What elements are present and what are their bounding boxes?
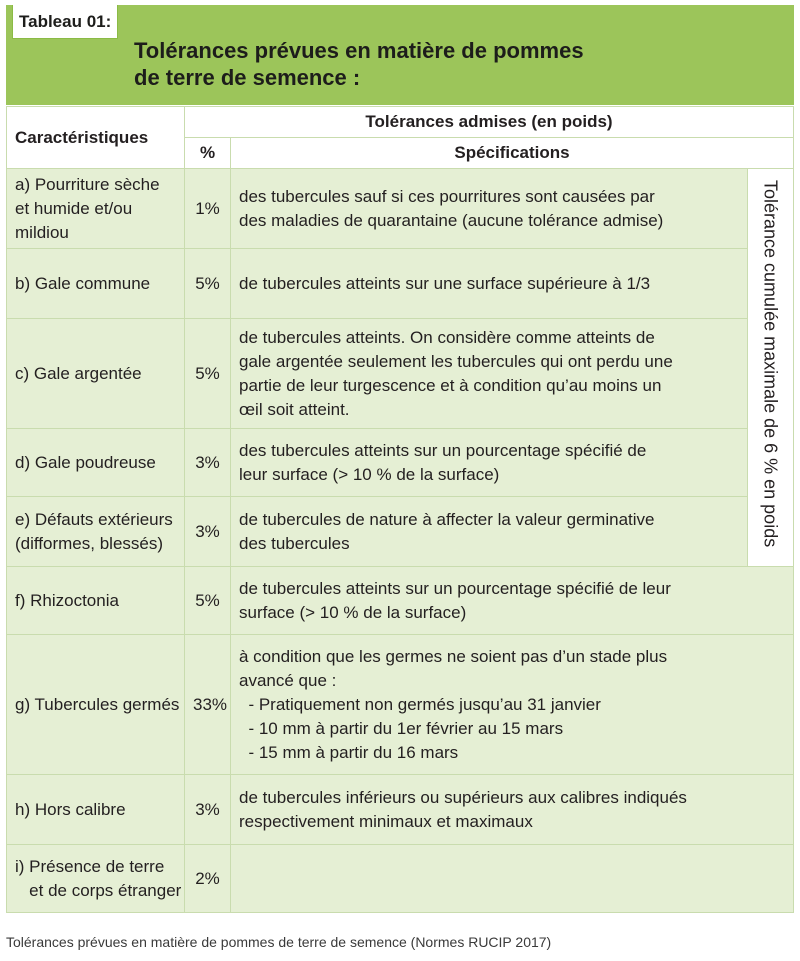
table-row	[7, 497, 794, 567]
characteristic-line: d) Gale poudreuse	[15, 452, 156, 472]
characteristic-line: et humide et/ou	[15, 198, 133, 218]
specification-cell	[231, 169, 748, 249]
characteristic-line: et de corps étranger	[15, 880, 182, 900]
cumulative-tolerance-note-cell	[747, 169, 793, 567]
characteristic-cell	[7, 635, 185, 775]
characteristic-cell	[7, 429, 185, 497]
specification-line: œil soit atteint.	[239, 399, 350, 419]
characteristic-cell	[7, 169, 185, 249]
cumulative-tolerance-note: Tolérance cumulée maximale de 6 % en poids	[760, 180, 781, 548]
specification-line: de tubercules inférieurs ou supérieurs aux calibres indiqués	[239, 787, 687, 807]
characteristic-line: f) Rhizoctonia	[15, 590, 119, 610]
characteristic-line: h) Hors calibre	[15, 799, 126, 819]
table-title	[134, 37, 774, 91]
specification-line: - 10 mm à partir du 1er février au 15 mars	[239, 718, 564, 738]
percent-cell: 2%	[185, 845, 231, 913]
characteristic-cell	[7, 567, 185, 635]
characteristic-line: b) Gale commune	[15, 273, 151, 293]
specification-line: - Pratiquement non germés jusqu’au 31 janvier	[239, 694, 601, 714]
table-row	[7, 567, 794, 635]
percent-cell: 3%	[185, 429, 231, 497]
specification-cell	[231, 775, 794, 845]
specification-line: gale argentée seulement les tubercules qui ont perdu une	[239, 351, 673, 371]
table-number-tag: Tableau 01:	[12, 5, 118, 39]
table-title-line-2: de terre de semence :	[134, 65, 361, 90]
specification-line: des tubercules atteints sur un pourcentage spécifié de	[239, 440, 647, 460]
characteristic-line: (difformes, blessés)	[15, 533, 164, 553]
percent-cell: 5%	[185, 319, 231, 429]
specification-cell	[231, 497, 748, 567]
specification-line: partie de leur turgescence et à condition qu’au moins un	[239, 375, 662, 395]
percent-cell: 3%	[185, 775, 231, 845]
specification-line: - 15 mm à partir du 16 mars	[239, 742, 459, 762]
table-row	[7, 635, 794, 775]
characteristic-cell	[7, 775, 185, 845]
header-percent: %	[185, 138, 231, 169]
specification-line: avancé que :	[239, 670, 337, 690]
percent-cell: 5%	[185, 249, 231, 319]
specification-line: de tubercules atteints. On considère comme atteints de	[239, 327, 655, 347]
table-caption: Tolérances prévues en matière de pommes de terre de semence (Normes RUCIP 2017)	[6, 934, 552, 950]
specification-cell	[231, 845, 794, 913]
specification-cell	[231, 567, 794, 635]
table-row	[7, 319, 794, 429]
table-row	[7, 845, 794, 913]
percent-cell: 33%	[185, 635, 231, 775]
specification-cell	[231, 429, 748, 497]
characteristic-line: c) Gale argentée	[15, 363, 142, 383]
characteristic-line: g) Tubercules germés	[15, 694, 180, 714]
specification-line: de tubercules atteints sur un pourcentage spécifié de leur	[239, 578, 671, 598]
specification-cell	[231, 249, 748, 319]
specification-line: des tubercules sauf si ces pourritures sont causées par	[239, 186, 655, 206]
header-characteristics: Caractéristiques	[7, 107, 185, 169]
characteristic-line: mildiou	[15, 222, 69, 242]
table-row	[7, 169, 794, 249]
percent-cell: 5%	[185, 567, 231, 635]
percent-cell: 3%	[185, 497, 231, 567]
specification-line: respectivement minimaux et maximaux	[239, 811, 533, 831]
specification-line: leur surface (> 10 % de la surface)	[239, 464, 500, 484]
specification-line: de tubercules de nature à affecter la valeur germinative	[239, 509, 655, 529]
specification-line: des maladies de quarantaine (aucune tolérance admise)	[239, 210, 664, 230]
header-tolerances: Tolérances admises (en poids)	[185, 107, 794, 138]
header-specifications: Spécifications	[231, 138, 794, 169]
table-row	[7, 249, 794, 319]
table-row	[7, 775, 794, 845]
table-body	[7, 169, 794, 913]
table-header-banner	[6, 5, 794, 105]
characteristic-line: i) Présence de terre	[15, 856, 165, 876]
specification-line: surface (> 10 % de la surface)	[239, 602, 467, 622]
specification-cell	[231, 635, 794, 775]
table-row	[7, 429, 794, 497]
tolerance-table	[6, 106, 794, 913]
specification-cell	[231, 319, 748, 429]
table-title-line-1: Tolérances prévues en matière de pommes	[134, 38, 584, 63]
characteristic-cell	[7, 249, 185, 319]
characteristic-line: e) Défauts extérieurs	[15, 509, 173, 529]
characteristic-cell	[7, 497, 185, 567]
specification-line: à condition que les germes ne soient pas d’un stade plus	[239, 646, 668, 666]
specification-line: des tubercules	[239, 533, 350, 553]
percent-cell: 1%	[185, 169, 231, 249]
characteristic-line: a) Pourriture sèche	[15, 174, 160, 194]
characteristic-cell	[7, 319, 185, 429]
specification-line: de tubercules atteints sur une surface supérieure à 1/3	[239, 273, 651, 293]
characteristic-cell	[7, 845, 185, 913]
